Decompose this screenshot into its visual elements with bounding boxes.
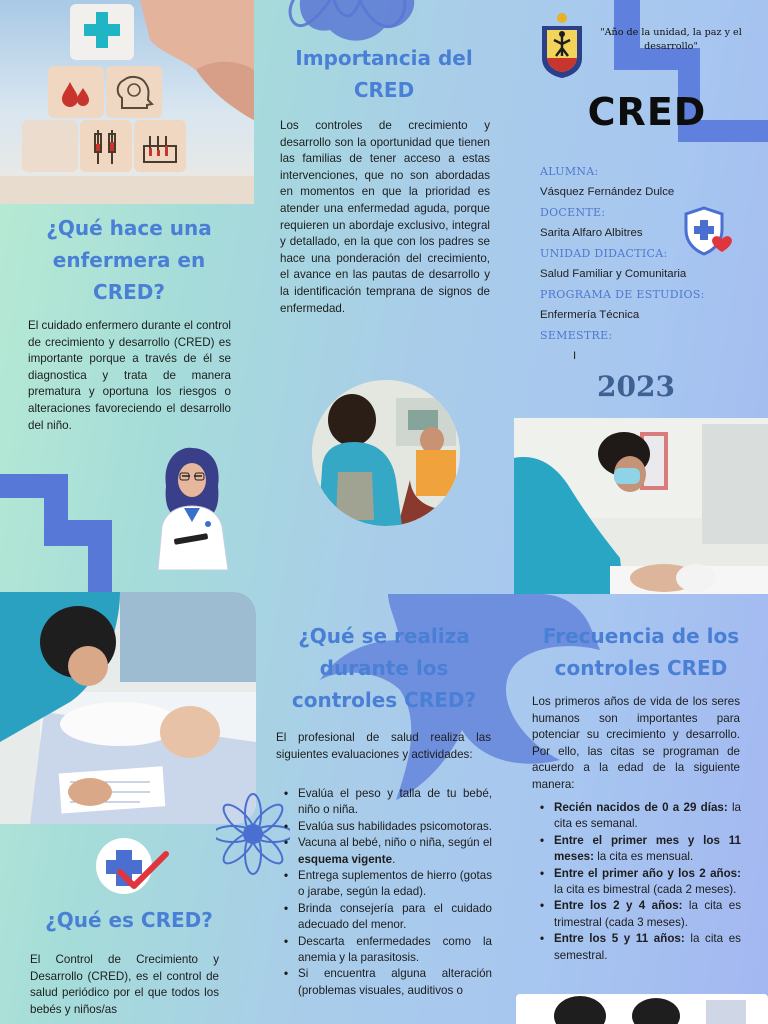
que-se-realiza-list: [282, 786, 492, 999]
importancia-text: Los controles de crecimiento y desarrollo son la oportunidad que tienen las familias de tener acceso a estas intervenciones, que no son abordadas en momentos en que la prioridad es atender una enfermedad aguda, porque requieren un abordaje exclusivo, integral y detallado, en la que con los padres se hace una ponderación del crecimiento, el avance en las pautas de desarrollo y la identificación temprana de signos de enfermedad.: [280, 119, 490, 315]
nurse-infant-photo: [514, 418, 768, 594]
nurse-baby-photo: [0, 592, 256, 824]
cover-year: 2023: [597, 370, 675, 403]
medical-cross-icon: [82, 10, 122, 50]
nurse-illustration-icon: [144, 446, 240, 570]
program-label: PROGRAMA DE ESTUDIOS:: [540, 288, 705, 301]
cover-title: CRED: [587, 90, 707, 134]
clinic-circle-photo: [312, 380, 460, 526]
student-label: ALUMNA:: [540, 165, 599, 178]
medical-blocks-photo: [0, 0, 254, 204]
semester-label: SEMESTRE:: [540, 329, 613, 342]
frecuencia-heading: Frecuencia de los controles CRED: [542, 624, 740, 680]
list-item: • Descarta enfermedades como la anemia y la parasitosis.: [282, 934, 492, 967]
list-item: • Entrega suplementos de hierro (gotas o jarabe, según la edad).: [282, 868, 492, 901]
importancia-heading: Importancia del CRED: [295, 46, 473, 102]
que-es-heading: ¿Qué es CRED?: [45, 908, 213, 932]
list-item: • Entre el primer mes y los 11 meses: la cita es mensual.: [538, 833, 741, 866]
list-item: • Entre los 2 y 4 años: la cita es trimestral (cada 3 meses).: [538, 898, 741, 931]
list-item: • Vacuna al bebé, niño o niña, según el esquema vigente.: [282, 835, 492, 868]
student-value: Vásquez Fernández Dulce: [540, 186, 675, 198]
que-hace-text: El cuidado enfermero durante el control de crecimiento y desarrollo (CRED) es importante porque a través de él se diagnostica y trata de manera prematura y oportuna los riesgos o alteraciones favoreciendo el desarrollo del niño.: [28, 319, 232, 432]
list-item: • Recién nacidos de 0 a 29 días: la cita es semanal.: [538, 800, 741, 833]
student-info: [540, 164, 740, 368]
list-item: • Evalúa el peso y talla de tu bebé, niño o niña.: [282, 786, 492, 819]
test-tube-icon: [140, 126, 180, 166]
brain-icon: [114, 74, 154, 112]
frecuencia-list: [538, 800, 741, 964]
syringe-icon: [88, 126, 124, 166]
teacher-label: DOCENTE:: [540, 206, 606, 219]
shield-heart-icon: [682, 206, 736, 258]
blood-drop-icon: [58, 78, 94, 110]
unit-label: UNIDAD DIDACTICA:: [540, 247, 668, 260]
que-se-realiza-heading: ¿Qué se realiza durante los controles CRED?: [291, 624, 477, 712]
list-item: • Evalúa sus habilidades psicomotoras.: [282, 819, 492, 835]
flower-icon: [216, 792, 290, 882]
semester-value: I: [573, 350, 577, 362]
unit-value: Salud Familiar y Comunitaria: [540, 268, 687, 280]
que-se-realiza-intro: El profesional de salud realiza las siguientes evaluaciones y actividades:: [276, 731, 491, 761]
family-illustration: [516, 994, 768, 1024]
list-item: • Si encuentra alguna alteración (problemas visuales, auditivos o: [282, 966, 492, 999]
que-hace-heading: ¿Qué hace una enfermera en CRED?: [46, 216, 212, 304]
que-es-text: El Control de Crecimiento y Desarrollo (CRED), es el control de salud periódico por el que todos los bebés y niños/as: [30, 953, 219, 1016]
teacher-value: Sarita Alfaro Albitres: [540, 227, 643, 239]
list-item: • Brinda consejería para el cuidado adecuado del menor.: [282, 901, 492, 934]
cross-check-icon: [90, 832, 170, 896]
list-item: • Entre los 5 y 11 años: la cita es semestral.: [538, 931, 741, 964]
school-emblem-icon: [538, 10, 586, 80]
list-item: • Entre el primer año y los 2 años: la cita es bimestral (cada 2 meses).: [538, 866, 741, 899]
program-value: Enfermería Técnica: [540, 309, 640, 321]
motto-text: "Año de la unidad, la paz y el desarrollo": [600, 27, 742, 52]
frecuencia-intro: Los primeros años de vida de los seres humanos son importantes para potenciar su crecimiento y desarrollo. Por ello, las citas se programan de acuerdo a la edad de la siguiente manera:: [532, 695, 740, 791]
